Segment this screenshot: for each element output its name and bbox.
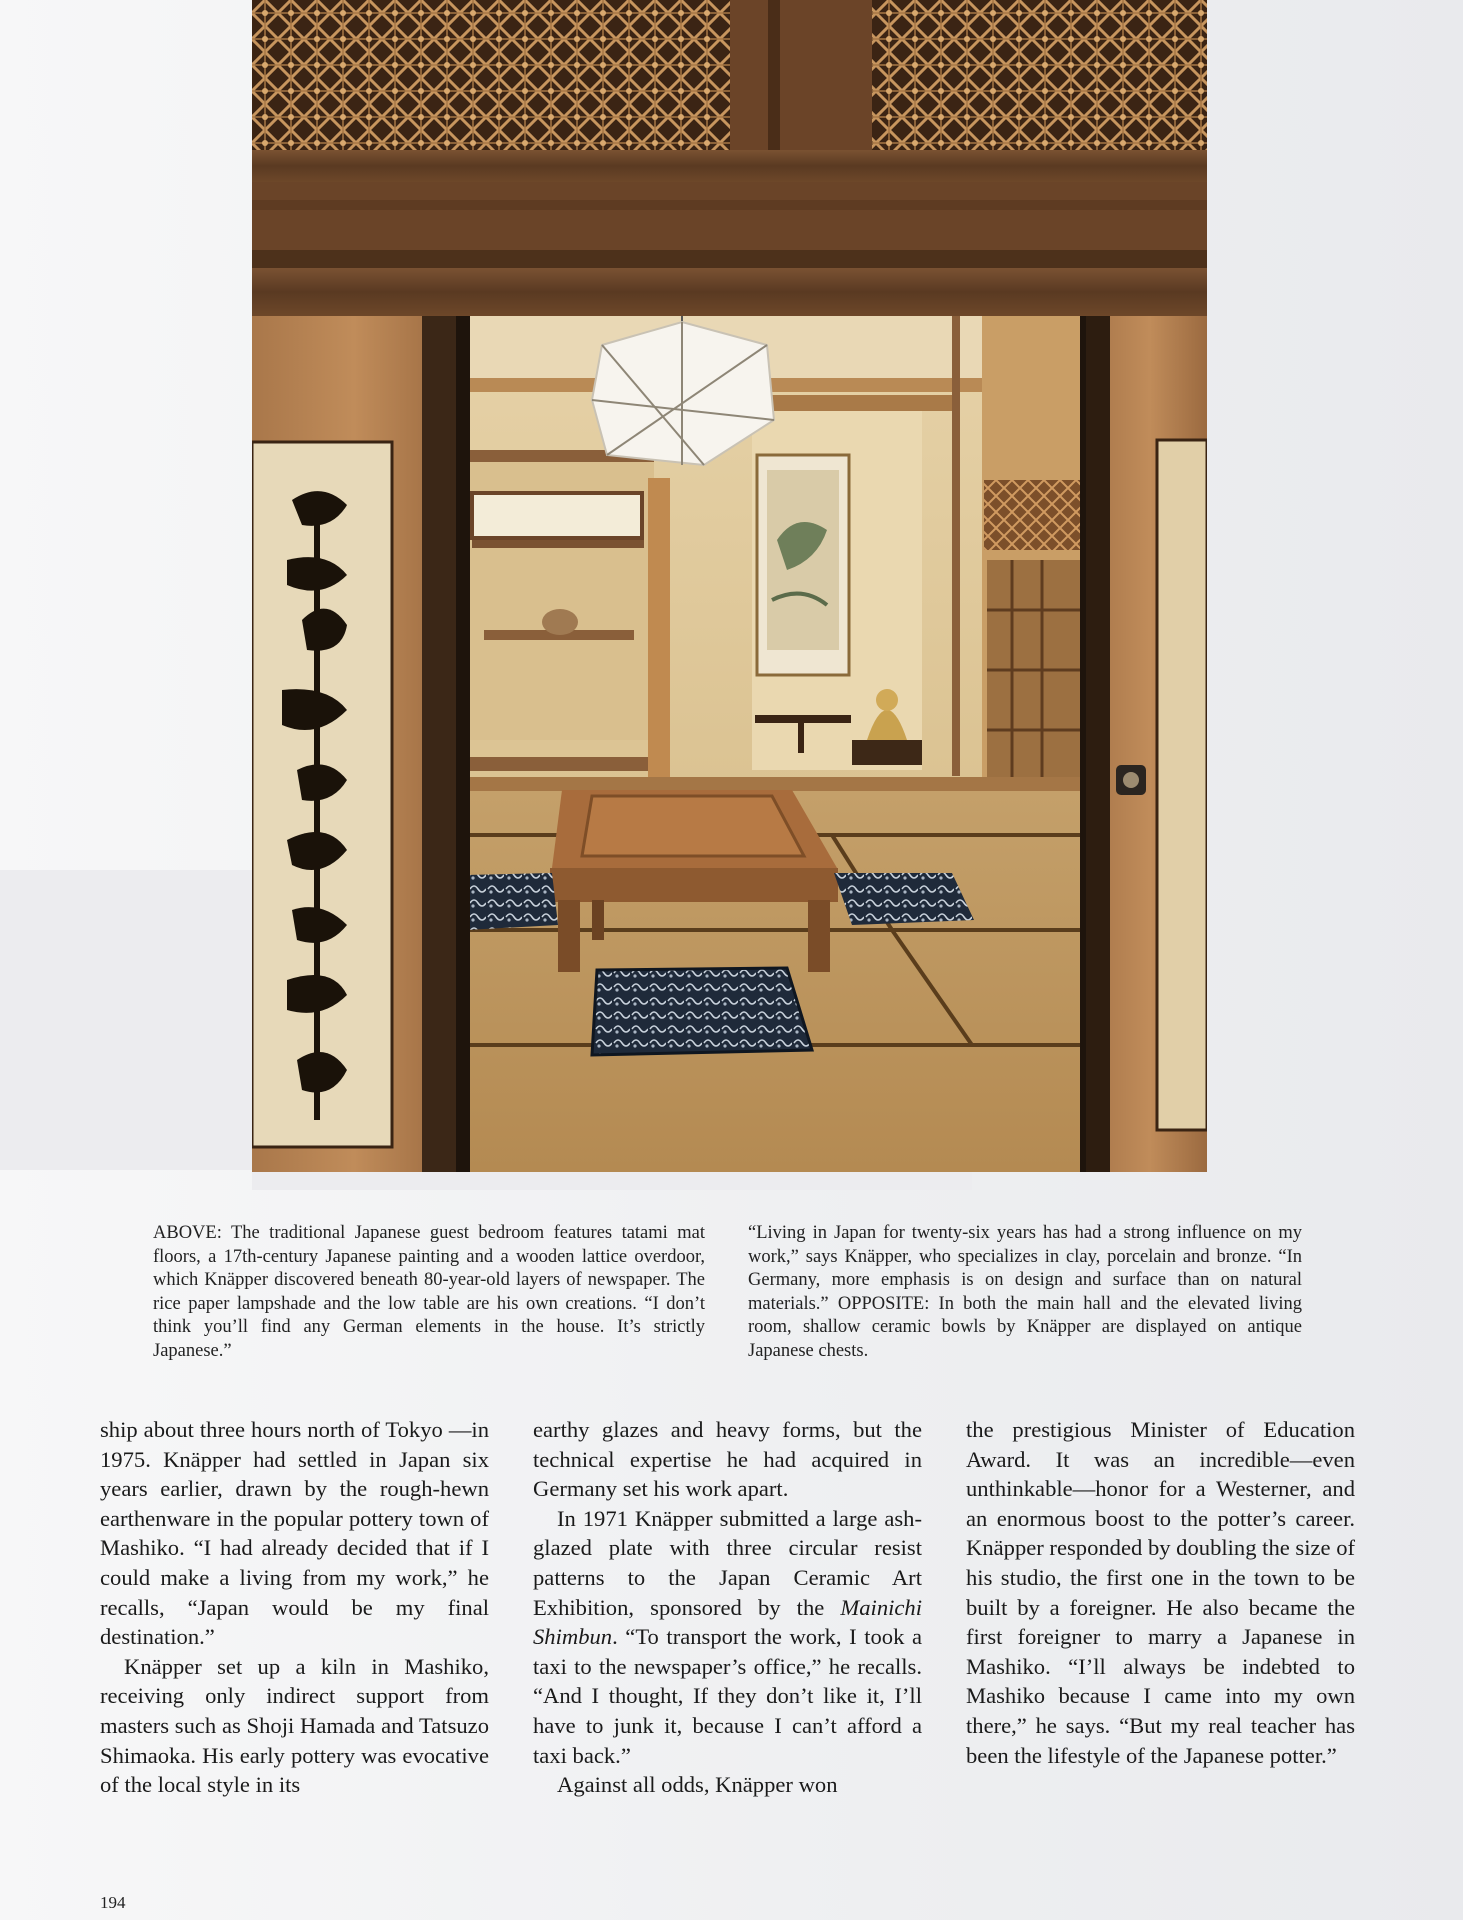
photo-caption-above: ABOVE: The traditional Japanese guest bedroom features tatami mat floors, a 17th-century Japanese painting and a wooden lattice overdoor, which Knäpper discovered beneath 80-year-old layers of newspaper. The rice paper lampshade and the low table are his own creations. “I don’t think you’ll find any German elements in the house. It’s strictly Japanese.”	[153, 1223, 705, 1361]
photo-caption-right: “Living in Japan for twenty-six years has had a strong influence on my work,” says Knäpper, who specializes in clay, porcelain and bronze. “In Germany, more emphasis is on design and surface than on natural materials.” OPPOSITE: In both the main hall and the elevated living room, shallow ceramic bowls by Knäpper are displayed on antique Japanese chests.	[748, 1223, 1302, 1361]
paragraph-text-a: In 1971 Knäpper submitted a large ash-glazed plate with three circular resist patterns to the Japan Ceramic Art Exhibition, sponsored by the	[533, 1505, 922, 1620]
paragraph-text-b: . “To transport the work, I took a taxi to the newspaper’s office,” he recalls. “And I thought, If they don’t like it, I’ll have to junk it, because I can’t afford a taxi back.”	[533, 1624, 922, 1768]
article-column-3	[966, 1415, 1355, 1770]
guest-bedroom-photo	[252, 0, 1207, 1172]
column-1-paragraph-1: ship about three hours north of Tokyo —in 1975. Knäpper had settled in Japan six years earlier, drawn by the rough-hewn earthenware in the popular pottery town of Mashiko. “I had already decided that if I could make a living from my work,” he recalls, “Japan would be my final destination.”	[100, 1417, 489, 1650]
column-1-paragraph-2: Knäpper set up a kiln in Mashiko, receiving only indirect support from masters such as Shoji Hamada and Tatsuzo Shimaoka. His early pottery was evocative of the local style in its	[100, 1653, 489, 1798]
column-3-paragraph-1: the prestigious Minister of Education Award. It was an incredible—even unthinkable—honor for a Westerner, and an enormous boost to the potter’s career. Knäpper responded by doubling the size of his studio, the first one in the town to be built by a foreigner. He also became the first foreigner to marry a Japanese in Mashiko. “I’ll always be indebted to Mashiko because I came into my own there,” he says. “But my real teacher has been the lifestyle of the Japanese potter.”	[966, 1417, 1356, 1768]
show-through-strip	[252, 1170, 972, 1190]
article-column-1	[100, 1415, 489, 1800]
newspaper-name: Mainichi Shimbun	[533, 1594, 922, 1650]
show-through-text-area	[0, 870, 252, 1170]
column-2-paragraph-2	[533, 1504, 922, 1770]
column-2-paragraph-1: earthy glazes and heavy forms, but the technical expertise he had acquired in Germany set his work apart.	[533, 1417, 922, 1502]
article-column-2	[533, 1415, 922, 1800]
page-number: 194	[100, 1893, 126, 1912]
column-2-paragraph-3: Against all odds, Knäpper won	[557, 1772, 838, 1798]
